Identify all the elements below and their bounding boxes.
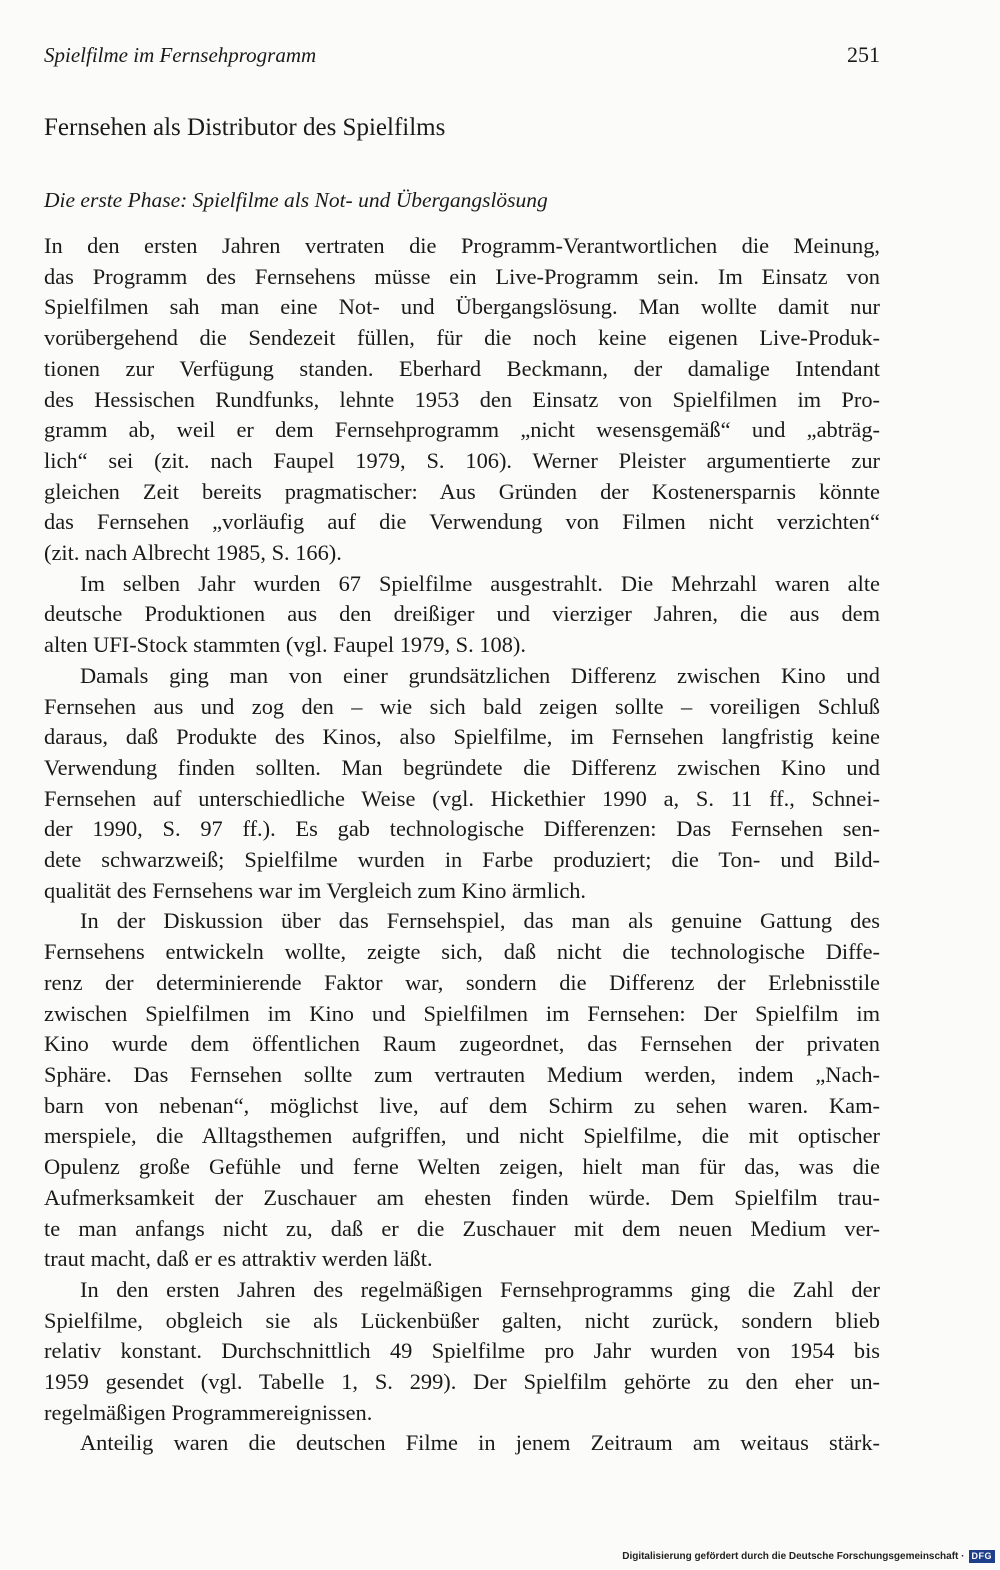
text-line: alten UFI-Stock stammten (vgl. Faupel 1979, S. 108). [44,632,526,658]
page-number: 251 [847,42,880,67]
dfg-logo: DFG [969,1550,996,1563]
text-line: Spielfilmen sah man eine Not- und Übergangslösung. Man wollte damit nur [44,294,880,320]
text-line: das Fernsehen „vorläufig auf die Verwendung von Filmen nicht verzichten“ [44,509,880,535]
paragraph [44,906,880,1274]
paragraph [44,231,880,569]
text-line: der 1990, S. 97 ff.). Es gab technologische Differenzen: Das Fernsehen sen- [44,816,880,842]
paragraph [44,569,880,661]
text-line: In den ersten Jahren vertraten die Programm-Verantwortlichen die Meinung, [44,233,880,258]
text-line: Im selben Jahr wurden 67 Spielfilme ausgestrahlt. Die Mehrzahl waren alte [80,570,880,596]
text-line: Fernsehen aus und zog den – wie sich bald zeigen sollte – voreiligen Schluß [44,693,880,719]
text-line: relativ konstant. Durchschnittlich 49 Spielfilme pro Jahr wurden von 1954 bis [44,1338,880,1364]
text-line: Fernsehens entwickeln wollte, zeigte sich, daß nicht die technologische Diffe- [44,939,880,965]
text-line: des Hessischen Rundfunks, lehnte 1953 den Einsatz von Spielfilmen im Pro- [44,386,880,412]
text-line: regelmäßigen Programmereignissen. [44,1399,373,1425]
text-line: deutsche Produktionen aus den dreißiger und vierziger Jahren, die aus dem [44,601,880,627]
text-line: traut macht, daß er es attraktiv werden läßt. [44,1246,433,1272]
text-line: te man anfangs nicht zu, daß er die Zuschauer mit dem neuen Medium ver- [44,1215,880,1241]
text-line: 1959 gesendet (vgl. Tabelle 1, S. 299). Der Spielfilm gehörte zu den eher un- [44,1369,880,1395]
text-line: Anteilig waren die deutschen Filme in jenem Zeitraum am weitaus stärk- [80,1430,880,1456]
paragraph [44,661,880,907]
text-line: lich“ sei (zit. nach Faupel 1979, S. 106). Werner Pleister argumentierte zur [44,447,880,473]
running-head [44,42,880,68]
text-line: qualität des Fernsehens war im Vergleich zum Kino ärmlich. [44,877,587,903]
text-line: In der Diskussion über das Fernsehspiel, das man als genuine Gattung des [80,908,880,934]
text-line: daraus, daß Produkte des Kinos, also Spielfilme, im Fernsehen langfristig keine [44,724,880,750]
footer-text: Digitalisierung gefördert durch die Deutsche Forschungsgemeinschaft · [622,1550,965,1562]
paragraph [44,1275,880,1429]
running-title: Spielfilme im Fernsehprogramm [44,43,317,67]
chapter-title: Fernsehen als Distributor des Spielfilms [44,114,446,141]
text-line: zwischen Spielfilmen im Kino und Spielfilmen im Fernsehen: Der Spielfilm im [44,1000,880,1026]
text-line: Fernsehen auf unterschiedliche Weise (vgl. Hickethier 1990 a, S. 11 ff., Schnei- [44,785,880,811]
body-text [44,231,880,1459]
text-line: Spielfilme, obgleich sie als Lückenbüßer galten, nicht zurück, sondern blieb [44,1307,880,1333]
text-line: gleichen Zeit bereits pragmatischer: Aus Gründen der Kostenersparnis könnte [44,478,880,504]
text-line: (zit. nach Albrecht 1985, S. 166). [44,540,342,566]
text-line: Aufmerksamkeit der Zuschauer am ehesten finden würde. Dem Spielfilm trau- [44,1184,880,1210]
text-line: Sphäre. Das Fernsehen sollte zum vertrauten Medium werden, indem „Nach- [44,1061,880,1087]
text-line: das Programm des Fernsehens müsse ein Live-Programm sein. Im Einsatz von [44,263,880,289]
text-line: Opulenz große Gefühle und ferne Welten zeigen, hielt man für das, was die [44,1154,880,1180]
text-line: Verwendung finden sollten. Man begründete die Differenz zwischen Kino und [44,754,880,780]
text-line: tionen zur Verfügung standen. Eberhard Beckmann, der damalige Intendant [44,355,880,381]
text-line: Damals ging man von einer grundsätzlichen Differenz zwischen Kino und [80,662,880,688]
text-line: dete schwarzweiß; Spielfilme wurden in Farbe produziert; die Ton- und Bild- [44,847,880,873]
text-line: gramm ab, weil er dem Fernsehprogramm „nicht wesensgemäß“ und „abträg- [44,417,880,443]
text-line: merspiele, die Alltagsthemen aufgriffen, und nicht Spielfilme, die mit optischer [44,1123,880,1149]
text-line: vorübergehend die Sendezeit füllen, für die noch keine eigenen Live-Produk- [44,325,880,351]
text-line: Kino wurde dem öffentlichen Raum zugeordnet, das Fernsehen der privaten [44,1031,880,1057]
digitization-footer [605,1549,995,1563]
paragraph [44,1428,880,1459]
text-line: renz der determinierende Faktor war, sondern die Differenz der Erlebnisstile [44,969,880,995]
section-title: Die erste Phase: Spielfilme als Not- und Übergangslösung [44,188,548,212]
text-line: In den ersten Jahren des regelmäßigen Fernsehprogramms ging die Zahl der [80,1276,880,1302]
text-line: barn von nebenan“, möglichst live, auf dem Schirm zu sehen waren. Kam- [44,1092,880,1118]
